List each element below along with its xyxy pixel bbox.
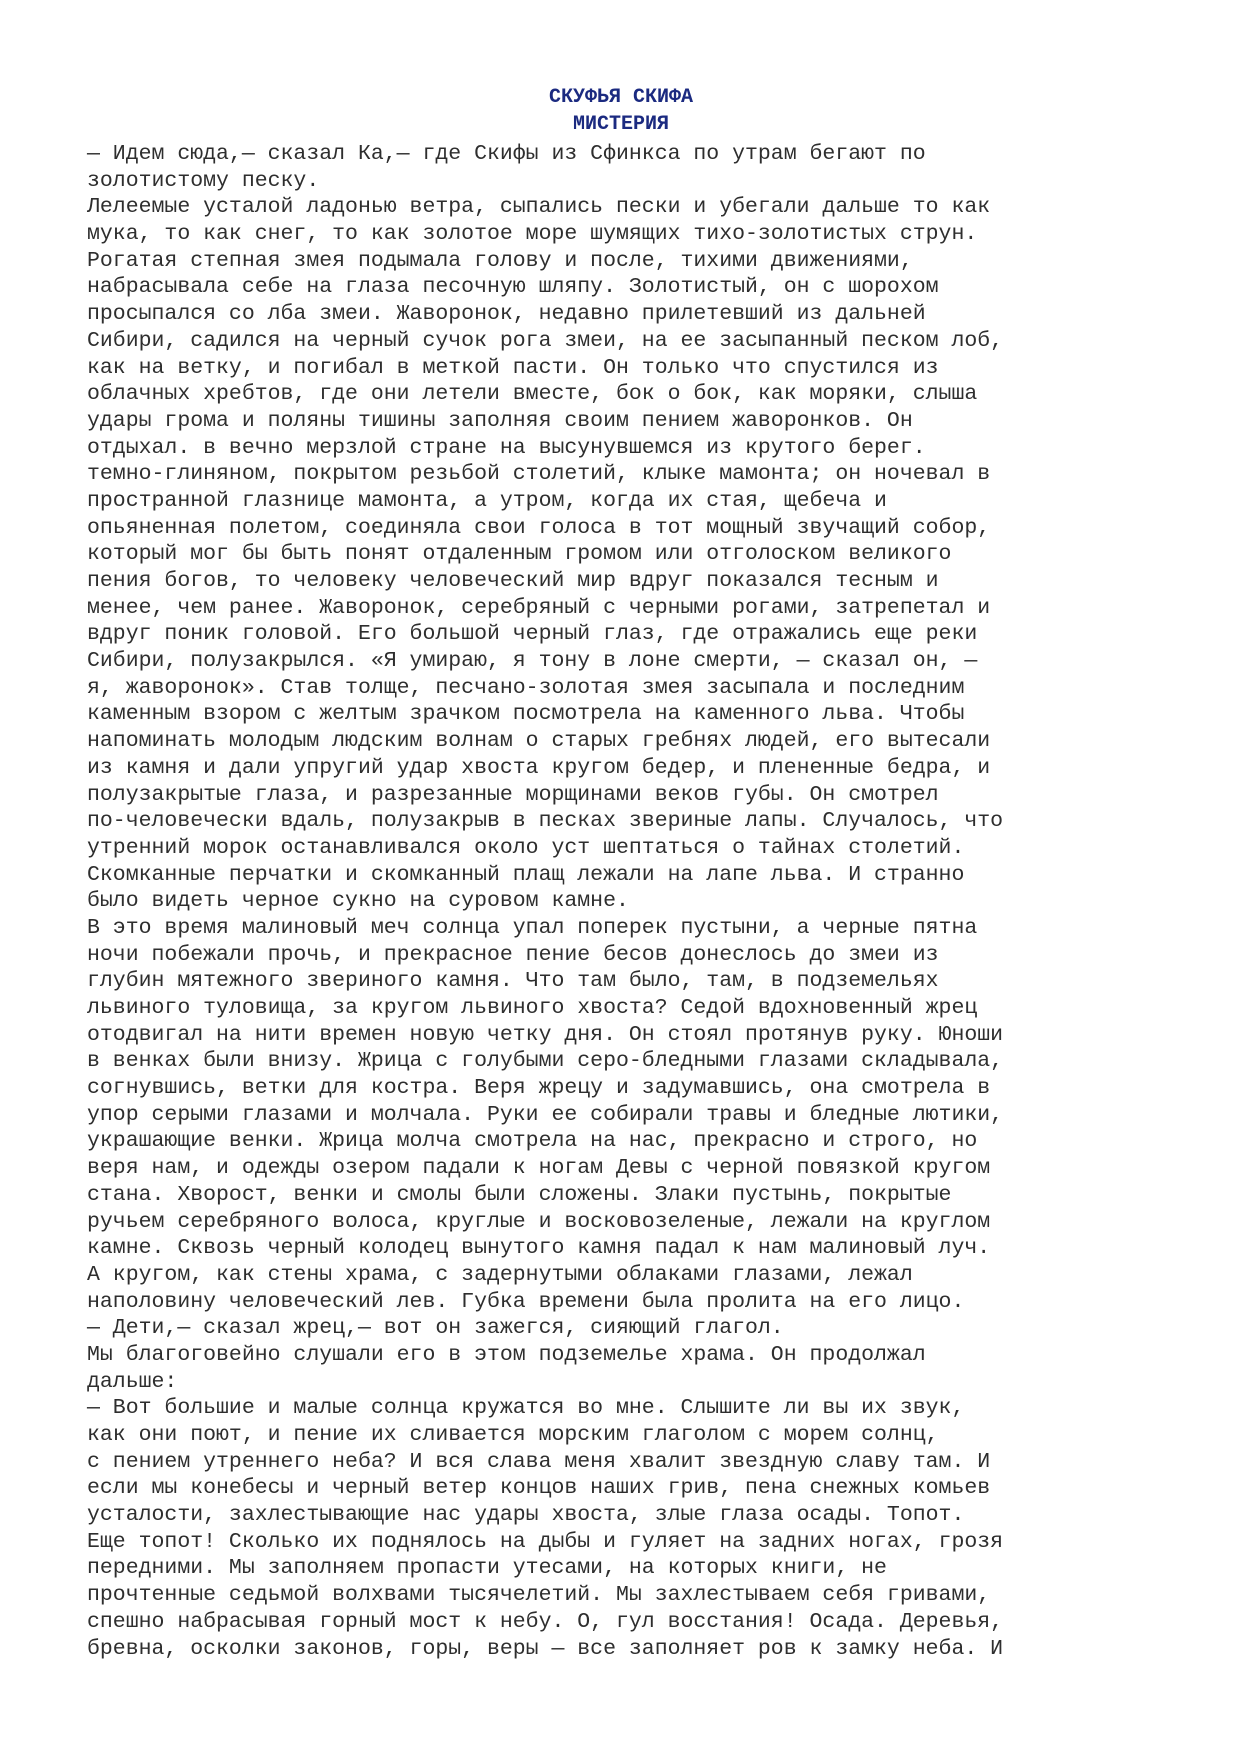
text-line: напоминать молодым людским волнам о старых гребнях людей, его вытесали xyxy=(87,729,991,754)
text-line: Сибири, полузакрылся. «Я умираю, я тону в лоне смерти, — сказал он, — xyxy=(87,649,978,674)
text-line: как они поют, и пение их сливается морским глаголом с морем солнц, xyxy=(87,1423,939,1447)
text-line: по-человечески вдаль, полузакрыв в песках звериные лапы. Случалось, что xyxy=(87,809,1004,834)
text-line: утренний морок останавливался около уст шептаться о тайнах столетий. xyxy=(87,835,965,860)
text-line: набрасывала себе на глаза песочную шляпу. Золотистый, он с шорохом xyxy=(87,275,939,300)
text-line: Мы благоговейно слушали его в этом подземелье храма. Он продолжал xyxy=(87,1342,926,1367)
text-line: — Вот большие и малые солнца кружатся во мне. Слышите ли вы их звук, xyxy=(87,1396,965,1421)
text-line: отодвигал на нити времен новую четку дня. Он стоял протянув руку. Юноши xyxy=(87,1022,1004,1047)
text-line: в венках были внизу. Жрица с голубыми серо-бледными глазами складывала, xyxy=(87,1049,1004,1074)
text-line: золотистому песку. xyxy=(87,168,320,193)
text-line: усталости, захлестывающие нас удары хвоста, злые глаза осады. Топот. xyxy=(87,1503,965,1528)
text-line: пения богов, то человеку человеческий мир вдруг показался тесным и xyxy=(87,569,939,593)
text-line: веря нам, и одежды озером падали к ногам Девы с черной повязкой кругом xyxy=(87,1156,991,1181)
text-line: Скомканные перчатки и скомканный плащ лежали на лапе льва. И странно xyxy=(87,862,965,887)
text-line: дальше: xyxy=(87,1369,178,1394)
text-line: стана. Хворост, венки и смолы были сложены. Злаки пустынь, покрытые xyxy=(87,1182,952,1207)
text-line: украшающие венки. Жрица молча смотрела на нас, прекрасно и строго, но xyxy=(87,1129,978,1154)
text-line: Рогатая степная змея подымала голову и после, тихими движениями, xyxy=(87,248,913,273)
text-line: согнувшись, ветки для костра. Веря жрецу и задумавшись, она смотрела в xyxy=(87,1076,991,1101)
text-line: с пением утреннего неба? И вся слава меня хвалит звездную славу там. И xyxy=(87,1449,991,1474)
text-line: просыпался со лба змеи. Жаворонок, недавно прилетевший из дальней xyxy=(87,302,926,327)
text-line: опьяненная полетом, соединяла свои голоса в тот мощный звучащий собор, xyxy=(87,515,991,540)
text-line: было видеть черное сукно на суровом камне. xyxy=(87,889,629,914)
title-block xyxy=(0,84,1242,138)
text-line: из камня и дали упругий удар хвоста кругом бедер, и плененные бедра, и xyxy=(87,755,991,780)
text-line: вдруг поник головой. Его большой черный глаз, где отражались еще реки xyxy=(87,622,978,647)
text-line: каменным взором с желтым зрачком посмотрела на каменного льва. Чтобы xyxy=(87,702,965,727)
document-subtitle: МИСТЕРИЯ xyxy=(572,113,669,136)
text-line: упор серыми глазами и молчала. Руки ее собирали травы и бледные лютики, xyxy=(87,1102,1004,1127)
document-body xyxy=(87,141,1167,1662)
text-line: — Идем сюда,— сказал Ка,— где Скифы из Сфинкса по утрам бегают по xyxy=(87,142,926,166)
text-line: А кругом, как стены храма, с задернутыми облаками глазами, лежал xyxy=(87,1262,913,1287)
text-line: полузакрытые глаза, и разрезанные морщинами веков губы. Он смотрел xyxy=(87,782,939,807)
text-line: пространной глазнице мамонта, а утром, когда их стая, щебеча и xyxy=(87,488,887,513)
text-line: облачных хребтов, где они летели вместе, бок о бок, как моряки, слыша xyxy=(87,382,978,407)
text-line: менее, чем ранее. Жаворонок, серебряный с черными рогами, затрепетал и xyxy=(87,595,991,620)
text-line: ночи побежали прочь, и прекрасное пение бесов донеслось до змеи из xyxy=(87,942,939,967)
text-line: Сибири, садился на черный сучок рога змеи, на ее засыпанный песком лоб, xyxy=(87,328,1004,353)
text-line: Еще топот! Сколько их поднялось на дыбы и гуляет на задних ногах, грозя xyxy=(87,1529,1004,1554)
text-line: глубин мятежного звериного камня. Что там было, там, в подземельях xyxy=(87,969,939,994)
text-line: — Дети,— сказал жрец,— вот он зажегся, сияющий глагол. xyxy=(87,1316,784,1341)
text-line: В это время малиновый меч солнца упал поперек пустыни, а черные пятна xyxy=(87,915,978,940)
text-line: наполовину человеческий лев. Губка времени была пролита на его лицо. xyxy=(87,1289,965,1314)
text-line: прочтенные седьмой волхвами тысячелетий. Мы захлестываем себя гривами, xyxy=(87,1583,991,1608)
text-line: удары грома и поляны тишины заполняя своим пением жаворонков. Он xyxy=(87,408,913,433)
text-line: спешно набрасывая горный мост к небу. О, гул восстания! Осада. Деревья, xyxy=(87,1609,1004,1634)
text-line: бревна, осколки законов, горы, веры — все заполняет ров к замку неба. И xyxy=(87,1636,1004,1661)
text-line: ручьем серебряного волоса, круглые и восковозеленые, лежали на круглом xyxy=(87,1209,991,1234)
document-title: СКУФЬЯ СКИФА xyxy=(548,86,694,109)
text-line: как на ветку, и погибал в меткой пасти. Он только что спустился из xyxy=(87,355,939,380)
text-line: передними. Мы заполняем пропасти утесами, на которых книги, не xyxy=(87,1556,887,1581)
text-line: отдыхал. в вечно мерзлой стране на высунувшемся из крутого берег. xyxy=(87,435,926,460)
text-line: львиного туловища, за кругом львиного хвоста? Седой вдохновенный жрец xyxy=(87,996,978,1020)
text-line: Лелеемые усталой ладонью ветра, сыпались пески и убегали дальше то как xyxy=(87,195,991,220)
text-line: темно-глиняном, покрытом резьбой столетий, клыке мамонта; он ночевал в xyxy=(87,462,991,487)
text-line: если мы конебесы и черный ветер концов наших грив, пена снежных комьев xyxy=(87,1476,991,1501)
text-line: я, жаворонок». Став толще, песчано-золотая змея засыпала и последним xyxy=(87,675,965,700)
text-line: мука, то как снег, то как золотое море шумящих тихо-золотистых струн. xyxy=(87,222,978,247)
text-line: который мог бы быть понят отдаленным громом или отголоском великого xyxy=(87,542,952,567)
text-line: камне. Сквозь черный колодец вынутого камня падал к нам малиновый луч. xyxy=(87,1236,991,1261)
